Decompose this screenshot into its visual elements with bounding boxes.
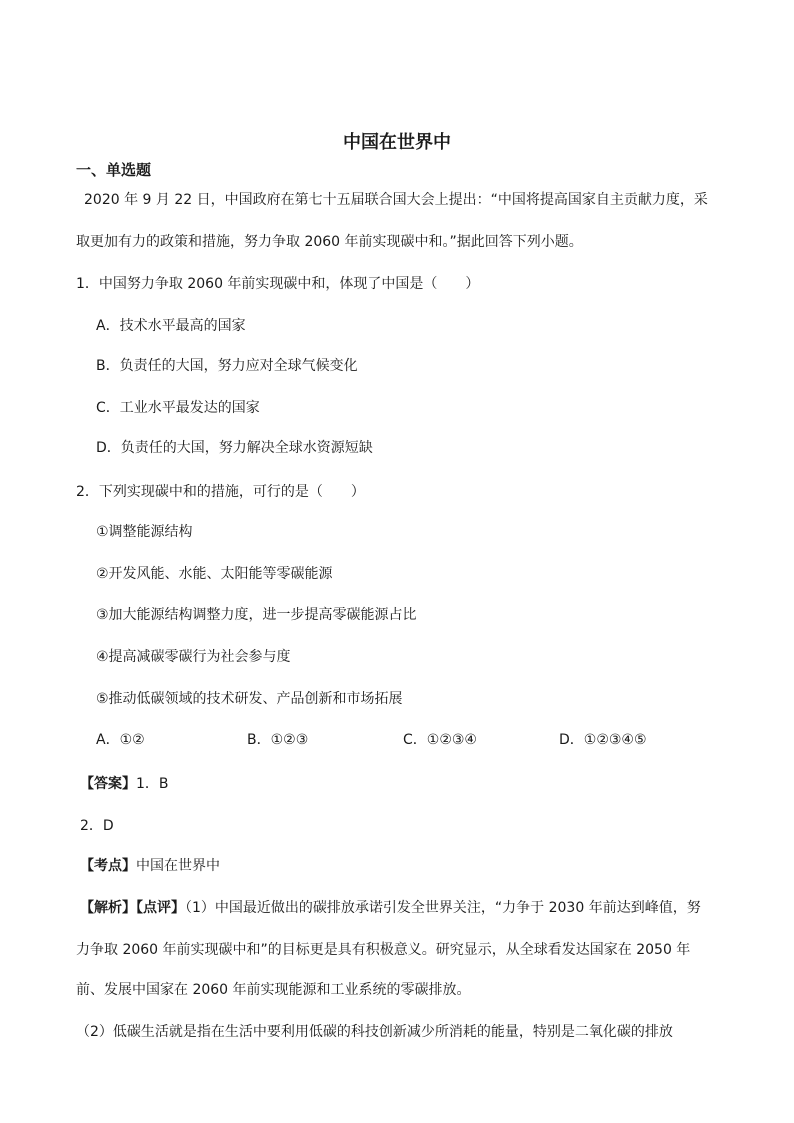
question-2-item-4: ④提高减碳零碳行为社会参与度 <box>96 649 291 665</box>
kaodian-text: 中国在世界中 <box>136 858 220 874</box>
analysis-line-3: 前、发展中国家在 2060 年前实现能源和工业系统的零碳排放。 <box>76 982 471 998</box>
document-title: 中国在世界中 <box>343 132 451 153</box>
section-heading: 一、单选题 <box>76 161 152 179</box>
analysis-label: 【解析】 <box>80 900 136 916</box>
question-2-stem: 2．下列实现碳中和的措施，可行的是（ ） <box>76 484 365 500</box>
question-2-item-5: ⑤推动低碳领域的技术研发、产品创新和市场拓展 <box>96 691 403 707</box>
question-1-option-c: C．工业水平最发达的国家 <box>96 400 260 416</box>
analysis-line-1 <box>80 898 701 918</box>
answer-1: 1．B <box>136 776 169 792</box>
question-1-option-b: B．负责任的大国，努力应对全球气候变化 <box>96 358 358 374</box>
question-2-item-2: ②开发风能、水能、太阳能等零碳能源 <box>96 566 333 582</box>
question-2-option-a: A．①② <box>96 732 145 748</box>
intro-line-1: 2020 年 9 月 22 日，中国政府在第七十五届联合国大会上提出：“中国将提高国家自主贡献力度，采 <box>84 192 708 208</box>
question-2-item-3: ③加大能源结构调整力度，进一步提高零碳能源占比 <box>96 607 417 623</box>
analysis-line-4: （2）低碳生活就是指在生活中要利用低碳的科技创新减少所消耗的能量，特别是二氧化碳的排放 <box>76 1024 673 1040</box>
kaodian-block <box>80 856 220 876</box>
answer-block <box>80 774 169 794</box>
question-2-option-c: C．①②③④ <box>403 732 477 748</box>
intro-line-2: 取更加有力的政策和措施，努力争取 2060 年前实现碳中和。”据此回答下列小题。 <box>76 234 583 250</box>
answer-2: 2．D <box>80 818 114 834</box>
question-2-option-b: B．①②③ <box>247 732 309 748</box>
question-1-option-a: A．技术水平最高的国家 <box>96 318 246 334</box>
question-2-option-d: D．①②③④⑤ <box>559 732 647 748</box>
analysis-text-1: （1）中国最近做出的碳排放承诺引发全世界关注，“力争于 2030 年前达到峰值，努 <box>185 900 701 916</box>
analysis-sublabel: 【点评】 <box>136 900 185 916</box>
question-2-options <box>96 730 736 752</box>
question-1-stem: 1．中国努力争取 2060 年前实现碳中和，体现了中国是（ ） <box>76 276 480 292</box>
answer-label: 【答案】 <box>80 776 136 792</box>
question-2-item-1: ①调整能源结构 <box>96 524 193 540</box>
question-1-option-d: D．负责任的大国，努力解决全球水资源短缺 <box>96 440 373 456</box>
kaodian-label: 【考点】 <box>80 858 136 874</box>
analysis-line-2: 力争取 2060 年前实现碳中和”的目标更是具有积极意义。研究显示，从全球看发达国家在 2050 年 <box>76 942 691 958</box>
